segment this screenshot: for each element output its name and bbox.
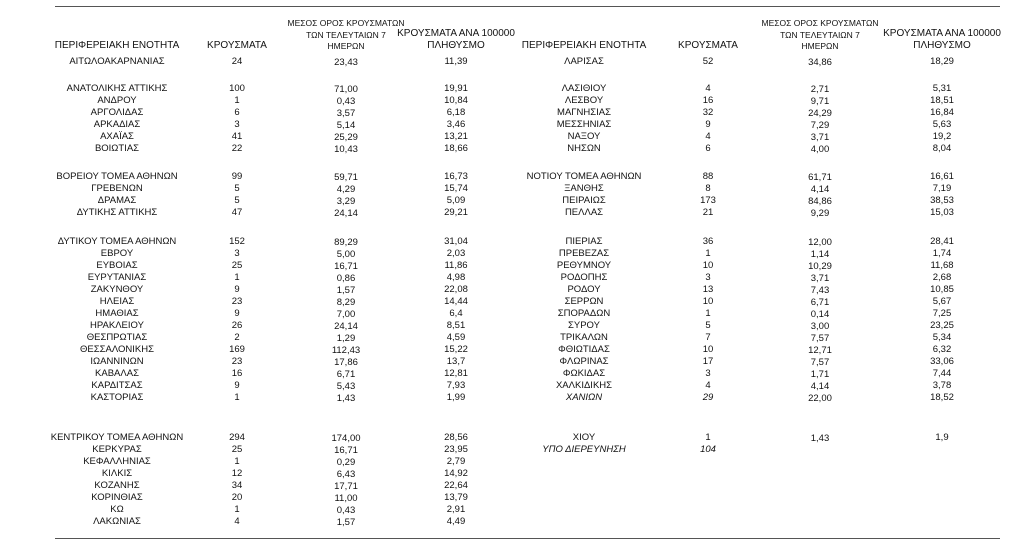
- left-row-23-avg: 5,43: [336, 381, 356, 392]
- right-header-region: ΠΕΡΙΦΕΡΕΙΑΚΗ ΕΝΟΤΗΤΑ: [521, 40, 647, 51]
- right-row-15-cases: 13: [702, 284, 714, 295]
- right-row-14-region: ΡΟΔΟΠΗΣ: [560, 272, 608, 283]
- left-row-22-region: ΚΑΒΑΛΑΣ: [95, 368, 139, 379]
- right-row-7-cases: 88: [702, 171, 714, 182]
- right-row-0-cases: 52: [702, 56, 714, 67]
- right-row-20-region: ΦΘΙΩΤΙΔΑΣ: [558, 344, 610, 355]
- right-row-0-region: ΛΑΡΙΣΑΣ: [564, 56, 604, 67]
- left-row-11-per100k: 31,04: [444, 236, 468, 247]
- right-row-17-per100k: 7,25: [932, 308, 952, 319]
- right-row-4-avg: 7,29: [810, 120, 830, 131]
- right-row-1-per100k: 5,31: [932, 83, 952, 94]
- left-row-17-region: ΗΜΑΘΙΑΣ: [95, 308, 139, 319]
- left-header-avg-2: ΤΩΝ ΤΕΛΕΥΤΑΙΩΝ 7: [306, 30, 386, 40]
- right-row-2-avg: 9,71: [810, 96, 830, 107]
- left-row-27-avg: 0,29: [336, 457, 356, 468]
- right-row-24-region: ΧΑΝΙΩΝ: [565, 392, 603, 403]
- left-row-13-region: ΕΥΒΟΙΑΣ: [96, 260, 138, 271]
- left-row-24-per100k: 1,99: [446, 392, 466, 403]
- right-row-15-avg: 7,43: [810, 285, 830, 296]
- left-row-7-region: ΒΟΡΕΙΟΥ ΤΟΜΕΑ ΑΘΗΝΩΝ: [56, 171, 178, 182]
- left-row-31-region: ΚΩ: [110, 504, 124, 515]
- left-row-28-cases: 12: [231, 468, 243, 479]
- left-row-8-region: ΓΡΕΒΕΝΩΝ: [91, 183, 143, 194]
- left-row-22-cases: 16: [231, 368, 243, 379]
- right-row-19-per100k: 5,34: [932, 332, 952, 343]
- left-row-26-cases: 25: [231, 444, 243, 455]
- left-row-20-per100k: 15,22: [444, 344, 468, 355]
- right-row-1-cases: 4: [705, 83, 711, 94]
- right-row-23-region: ΧΑΛΚΙΔΙΚΗΣ: [555, 380, 613, 391]
- left-row-7-avg: 59,71: [334, 172, 358, 183]
- right-row-3-region: ΜΑΓΝΗΣΙΑΣ: [557, 107, 611, 118]
- left-row-20-cases: 169: [229, 344, 245, 355]
- right-row-5-per100k: 19,2: [932, 131, 952, 142]
- left-row-13-avg: 16,71: [334, 261, 358, 272]
- right-row-26-cases: 104: [700, 444, 716, 455]
- right-row-6-region: ΝΗΣΩΝ: [567, 143, 601, 154]
- right-row-5-cases: 4: [705, 131, 711, 142]
- left-row-17-cases: 9: [234, 308, 240, 319]
- right-row-3-avg: 24,29: [808, 108, 832, 119]
- right-row-18-cases: 5: [705, 320, 711, 331]
- left-row-21-avg: 17,86: [334, 357, 358, 368]
- left-row-18-per100k: 8,51: [446, 320, 466, 331]
- left-row-3-region: ΑΡΓΟΛΙΔΑΣ: [90, 107, 144, 118]
- right-row-22-cases: 3: [705, 368, 711, 379]
- right-row-5-region: ΝΑΞΟΥ: [567, 131, 601, 142]
- left-row-18-avg: 24,14: [334, 321, 358, 332]
- left-row-32-cases: 4: [234, 516, 240, 527]
- right-row-10-cases: 21: [702, 207, 714, 218]
- left-row-20-avg: 112,43: [331, 345, 361, 356]
- right-row-13-per100k: 11,68: [930, 260, 954, 271]
- right-row-24-avg: 22,00: [808, 393, 832, 404]
- right-row-3-cases: 32: [702, 107, 714, 118]
- right-row-25-cases: 1: [705, 432, 711, 443]
- left-row-15-cases: 9: [234, 284, 240, 295]
- right-row-13-cases: 10: [702, 260, 714, 271]
- left-row-14-per100k: 4,98: [446, 272, 466, 283]
- left-row-0-avg: 23,43: [334, 57, 358, 68]
- right-row-16-region: ΣΕΡΡΩΝ: [564, 296, 604, 307]
- right-row-24-per100k: 18,52: [930, 392, 954, 403]
- left-row-19-region: ΘΕΣΠΡΩΤΙΑΣ: [86, 332, 148, 343]
- left-row-27-region: ΚΕΦΑΛΛΗΝΙΑΣ: [83, 456, 151, 467]
- left-row-9-region: ΔΡΑΜΑΣ: [97, 195, 137, 206]
- left-row-5-cases: 41: [231, 131, 243, 142]
- right-row-15-region: ΡΟΔΟΥ: [567, 284, 601, 295]
- left-row-16-per100k: 14,44: [444, 296, 468, 307]
- left-row-19-per100k: 4,59: [446, 332, 466, 343]
- right-row-20-cases: 10: [702, 344, 714, 355]
- left-row-31-per100k: 2,91: [446, 504, 466, 515]
- right-row-21-avg: 7,57: [810, 357, 830, 368]
- right-row-25-region: ΧΙΟΥ: [572, 432, 596, 443]
- left-row-0-per100k: 11,39: [444, 56, 468, 67]
- right-row-14-cases: 3: [705, 272, 711, 283]
- left-header-region: ΠΕΡΙΦΕΡΕΙΑΚΗ ΕΝΟΤΗΤΑ: [54, 40, 180, 51]
- right-row-20-avg: 12,71: [808, 345, 832, 356]
- right-row-6-avg: 4,00: [810, 144, 830, 155]
- right-row-13-avg: 10,29: [808, 261, 832, 272]
- right-row-17-cases: 1: [705, 308, 711, 319]
- left-row-18-region: ΗΡΑΚΛΕΙΟΥ: [90, 320, 144, 331]
- right-row-11-region: ΠΙΕΡΙΑΣ: [565, 236, 603, 247]
- right-row-20-per100k: 6,32: [932, 344, 952, 355]
- left-row-23-per100k: 7,93: [446, 380, 466, 391]
- left-row-25-cases: 294: [229, 432, 245, 443]
- left-row-24-region: ΚΑΣΤΟΡΙΑΣ: [90, 392, 144, 403]
- left-row-11-cases: 152: [229, 236, 245, 247]
- left-header-avg-3: ΗΜΕΡΩΝ: [327, 41, 365, 51]
- left-row-16-avg: 8,29: [336, 297, 356, 308]
- left-row-26-avg: 16,71: [334, 445, 358, 456]
- left-row-12-per100k: 2,03: [446, 248, 466, 259]
- left-row-15-avg: 1,57: [336, 285, 356, 296]
- right-row-3-per100k: 16,84: [930, 107, 954, 118]
- right-row-24-cases: 29: [702, 392, 714, 403]
- left-row-3-per100k: 6,18: [446, 107, 466, 118]
- left-header-cases: ΚΡΟΥΣΜΑΤΑ: [207, 40, 267, 51]
- right-row-7-avg: 61,71: [808, 172, 832, 183]
- left-row-29-region: ΚΟΖΑΝΗΣ: [94, 480, 140, 491]
- right-row-7-per100k: 16,61: [930, 171, 954, 182]
- left-row-25-avg: 174,00: [331, 433, 361, 444]
- left-row-10-avg: 24,14: [334, 208, 358, 219]
- left-row-8-per100k: 15,74: [444, 183, 468, 194]
- right-row-18-per100k: 23,25: [930, 320, 954, 331]
- right-row-16-avg: 6,71: [810, 297, 830, 308]
- right-row-6-cases: 6: [705, 143, 711, 154]
- right-row-0-avg: 34,86: [808, 57, 832, 68]
- left-row-12-avg: 5,00: [336, 249, 356, 260]
- left-row-27-per100k: 2,79: [446, 456, 466, 467]
- right-row-4-region: ΜΕΣΣΗΝΙΑΣ: [556, 119, 612, 130]
- right-row-0-per100k: 18,29: [930, 56, 954, 67]
- left-row-8-avg: 4,29: [336, 184, 356, 195]
- right-header-cases: ΚΡΟΥΣΜΑΤΑ: [678, 40, 738, 51]
- right-row-14-per100k: 2,68: [932, 272, 952, 283]
- left-row-12-region: ΕΒΡΟΥ: [100, 248, 134, 259]
- left-row-14-region: ΕΥΡΥΤΑΝΙΑΣ: [87, 272, 147, 283]
- left-row-13-cases: 25: [231, 260, 243, 271]
- left-row-5-per100k: 13,21: [444, 131, 468, 142]
- left-row-17-per100k: 6,4: [449, 308, 463, 319]
- left-row-30-cases: 20: [231, 492, 243, 503]
- left-row-1-cases: 100: [229, 83, 245, 94]
- right-row-16-per100k: 5,67: [932, 296, 952, 307]
- left-row-10-region: ΔΥΤΙΚΗΣ ΑΤΤΙΚΗΣ: [76, 207, 158, 218]
- right-row-19-avg: 7,57: [810, 333, 830, 344]
- left-row-0-cases: 24: [231, 56, 243, 67]
- right-row-8-cases: 8: [705, 183, 711, 194]
- left-row-9-per100k: 5,09: [446, 195, 466, 206]
- left-row-24-avg: 1,43: [336, 393, 356, 404]
- right-row-12-cases: 1: [705, 248, 711, 259]
- left-row-14-cases: 1: [234, 272, 240, 283]
- right-header-per100k-1: ΚΡΟΥΣΜΑΤΑ ΑΝΑ 100000: [883, 28, 1001, 39]
- left-header-per100k-1: ΚΡΟΥΣΜΑΤΑ ΑΝΑ 100000: [397, 28, 515, 39]
- right-header-avg-3: ΗΜΕΡΩΝ: [801, 41, 839, 51]
- left-row-31-cases: 1: [234, 504, 240, 515]
- left-row-28-region: ΚΙΛΚΙΣ: [101, 468, 133, 479]
- left-row-21-per100k: 13,7: [446, 356, 466, 367]
- left-row-6-region: ΒΟΙΩΤΙΑΣ: [94, 143, 140, 154]
- left-row-6-per100k: 18,66: [444, 143, 468, 154]
- right-row-9-cases: 173: [700, 195, 716, 206]
- right-row-2-region: ΛΕΣΒΟΥ: [564, 95, 604, 106]
- left-row-5-region: ΑΧΑΪΑΣ: [100, 131, 134, 142]
- right-row-15-per100k: 10,85: [930, 284, 954, 295]
- right-row-23-per100k: 3,78: [932, 380, 952, 391]
- right-row-2-per100k: 18,51: [930, 95, 954, 106]
- left-row-24-cases: 1: [234, 392, 240, 403]
- left-row-22-per100k: 12,81: [444, 368, 468, 379]
- left-row-30-region: ΚΟΡΙΝΘΙΑΣ: [91, 492, 143, 503]
- right-row-23-cases: 4: [705, 380, 711, 391]
- left-row-4-avg: 5,14: [336, 120, 356, 131]
- left-row-5-avg: 25,29: [334, 132, 358, 143]
- right-row-10-region: ΠΕΛΛΑΣ: [564, 207, 604, 218]
- left-row-14-avg: 0,86: [336, 273, 356, 284]
- left-row-8-cases: 5: [234, 183, 240, 194]
- right-row-11-per100k: 28,41: [930, 236, 954, 247]
- left-row-13-per100k: 11,86: [444, 260, 468, 271]
- right-row-12-region: ΠΡΕΒΕΖΑΣ: [558, 248, 610, 259]
- right-row-22-avg: 1,71: [810, 369, 830, 380]
- left-row-28-per100k: 14,92: [444, 468, 468, 479]
- right-row-19-region: ΤΡΙΚΑΛΩΝ: [560, 332, 608, 343]
- left-row-4-per100k: 3,46: [446, 119, 466, 130]
- left-row-2-per100k: 10,84: [444, 95, 468, 106]
- left-row-1-per100k: 19,91: [444, 83, 468, 94]
- left-row-16-region: ΗΛΕΙΑΣ: [99, 296, 135, 307]
- right-row-11-avg: 12,00: [808, 237, 832, 248]
- right-row-10-per100k: 15,03: [930, 207, 954, 218]
- right-row-6-per100k: 8,04: [932, 143, 952, 154]
- right-row-22-per100k: 7,44: [932, 368, 952, 379]
- left-row-1-region: ΑΝΑΤΟΛΙΚΗΣ ΑΤΤΙΚΗΣ: [66, 83, 168, 94]
- right-row-21-cases: 17: [702, 356, 714, 367]
- right-row-10-avg: 9,29: [810, 208, 830, 219]
- left-row-29-per100k: 22,64: [444, 480, 468, 491]
- left-row-28-avg: 6,43: [336, 469, 356, 480]
- left-row-23-cases: 9: [234, 380, 240, 391]
- right-row-25-avg: 1,43: [810, 433, 830, 444]
- left-row-16-cases: 23: [231, 296, 243, 307]
- right-row-4-cases: 9: [705, 119, 711, 130]
- right-row-4-per100k: 5,63: [932, 119, 952, 130]
- left-row-6-avg: 10,43: [334, 144, 358, 155]
- right-header-avg-1: ΜΕΣΟΣ ΟΡΟΣ ΚΡΟΥΣΜΑΤΩΝ: [761, 18, 879, 28]
- left-row-32-region: ΛΑΚΩΝΙΑΣ: [93, 516, 141, 527]
- left-row-25-region: ΚΕΝΤΡΙΚΟΥ ΤΟΜΕΑ ΑΘΗΝΩΝ: [50, 432, 184, 443]
- right-row-26-region: ΥΠΟ ΔΙΕΡΕΥΝΗΣΗ: [542, 444, 626, 455]
- left-row-10-per100k: 29,21: [444, 207, 468, 218]
- right-row-9-region: ΠΕΙΡΑΙΩΣ: [562, 195, 606, 206]
- right-row-21-per100k: 33,06: [930, 356, 954, 367]
- right-row-13-region: ΡΕΘΥΜΝΟΥ: [556, 260, 612, 271]
- left-row-3-cases: 6: [234, 107, 240, 118]
- left-row-21-cases: 23: [231, 356, 243, 367]
- left-row-25-per100k: 28,56: [444, 432, 468, 443]
- right-row-8-region: ΞΑΝΘΗΣ: [564, 183, 604, 194]
- right-row-5-avg: 3,71: [810, 132, 830, 143]
- left-row-7-per100k: 16,73: [444, 171, 468, 182]
- right-row-12-per100k: 1,74: [932, 248, 952, 259]
- right-row-14-avg: 3,71: [810, 273, 830, 284]
- left-row-18-cases: 26: [231, 320, 243, 331]
- right-row-22-region: ΦΩΚΙΔΑΣ: [562, 368, 606, 379]
- left-row-4-region: ΑΡΚΑΔΙΑΣ: [93, 119, 141, 130]
- left-row-30-per100k: 13,79: [444, 492, 468, 503]
- right-row-1-avg: 2,71: [810, 84, 830, 95]
- right-row-7-region: ΝΟΤΙΟΥ ΤΟΜΕΑ ΑΘΗΝΩΝ: [526, 171, 642, 182]
- left-row-30-avg: 11,00: [334, 493, 358, 504]
- left-row-26-per100k: 23,95: [444, 444, 468, 455]
- right-row-12-avg: 1,14: [810, 249, 830, 260]
- right-row-2-cases: 16: [702, 95, 714, 106]
- left-row-10-cases: 47: [231, 207, 243, 218]
- right-row-11-cases: 36: [702, 236, 714, 247]
- right-row-18-region: ΣΥΡΟΥ: [568, 320, 600, 331]
- right-row-18-avg: 3,00: [810, 321, 830, 332]
- right-row-17-region: ΣΠΟΡΑΔΩΝ: [557, 308, 611, 319]
- left-row-11-region: ΔΥΤΙΚΟΥ ΤΟΜΕΑ ΑΘΗΝΩΝ: [57, 236, 177, 247]
- left-row-2-avg: 0,43: [336, 96, 356, 107]
- left-row-32-per100k: 4,49: [446, 516, 466, 527]
- right-row-17-avg: 0,14: [810, 309, 830, 320]
- right-row-23-avg: 4,14: [810, 381, 830, 392]
- left-row-32-avg: 1,57: [336, 517, 356, 528]
- right-header-avg-2: ΤΩΝ ΤΕΛΕΥΤΑΙΩΝ 7: [780, 30, 860, 40]
- left-row-4-cases: 3: [234, 119, 240, 130]
- bottom-rule: [55, 538, 1000, 539]
- left-row-26-region: ΚΕΡΚΥΡΑΣ: [92, 444, 142, 455]
- right-header-per100k-2: ΠΛΗΘΥΣΜΟ: [913, 40, 971, 51]
- left-row-12-cases: 3: [234, 248, 240, 259]
- left-row-29-avg: 17,71: [334, 481, 358, 492]
- left-row-19-avg: 1,29: [336, 333, 356, 344]
- left-row-1-avg: 71,00: [334, 84, 358, 95]
- right-row-8-avg: 4,14: [810, 184, 830, 195]
- right-row-9-per100k: 38,53: [930, 195, 954, 206]
- right-row-8-per100k: 7,19: [932, 183, 952, 194]
- right-row-19-cases: 7: [705, 332, 711, 343]
- left-row-21-region: ΙΩΑΝΝΙΝΩΝ: [90, 356, 144, 367]
- left-row-20-region: ΘΕΣΣΑΛΟΝΙΚΗΣ: [80, 344, 154, 355]
- right-row-21-region: ΦΛΩΡΙΝΑΣ: [559, 356, 609, 367]
- right-row-25-per100k: 1,9: [935, 432, 949, 443]
- left-row-29-cases: 34: [231, 480, 243, 491]
- left-row-22-avg: 6,71: [336, 369, 356, 380]
- left-row-9-cases: 5: [234, 195, 240, 206]
- left-row-19-cases: 2: [234, 332, 240, 343]
- left-row-31-avg: 0,43: [336, 505, 356, 516]
- left-row-23-region: ΚΑΡΔΙΤΣΑΣ: [91, 380, 143, 391]
- right-row-1-region: ΛΑΣΙΘΙΟΥ: [561, 83, 607, 94]
- left-row-11-avg: 89,29: [334, 237, 358, 248]
- left-header-per100k-2: ΠΛΗΘΥΣΜΟ: [427, 40, 485, 51]
- left-row-6-cases: 22: [231, 143, 243, 154]
- left-row-2-cases: 1: [234, 95, 240, 106]
- left-row-27-cases: 1: [234, 456, 240, 467]
- left-row-0-region: ΑΙΤΩΛΟΑΚΑΡΝΑΝΙΑΣ: [69, 56, 165, 67]
- left-row-3-avg: 3,57: [336, 108, 356, 119]
- left-header-avg-1: ΜΕΣΟΣ ΟΡΟΣ ΚΡΟΥΣΜΑΤΩΝ: [287, 18, 405, 28]
- left-row-15-per100k: 22,08: [444, 284, 468, 295]
- left-row-7-cases: 99: [231, 171, 243, 182]
- left-row-17-avg: 7,00: [336, 309, 356, 320]
- left-row-2-region: ΑΝΔΡΟΥ: [97, 95, 137, 106]
- left-row-9-avg: 3,29: [336, 196, 356, 207]
- right-row-16-cases: 10: [702, 296, 714, 307]
- top-rule: [55, 6, 1000, 7]
- left-row-15-region: ΖΑΚΥΝΘΟΥ: [90, 284, 144, 295]
- right-row-9-avg: 84,86: [808, 196, 832, 207]
